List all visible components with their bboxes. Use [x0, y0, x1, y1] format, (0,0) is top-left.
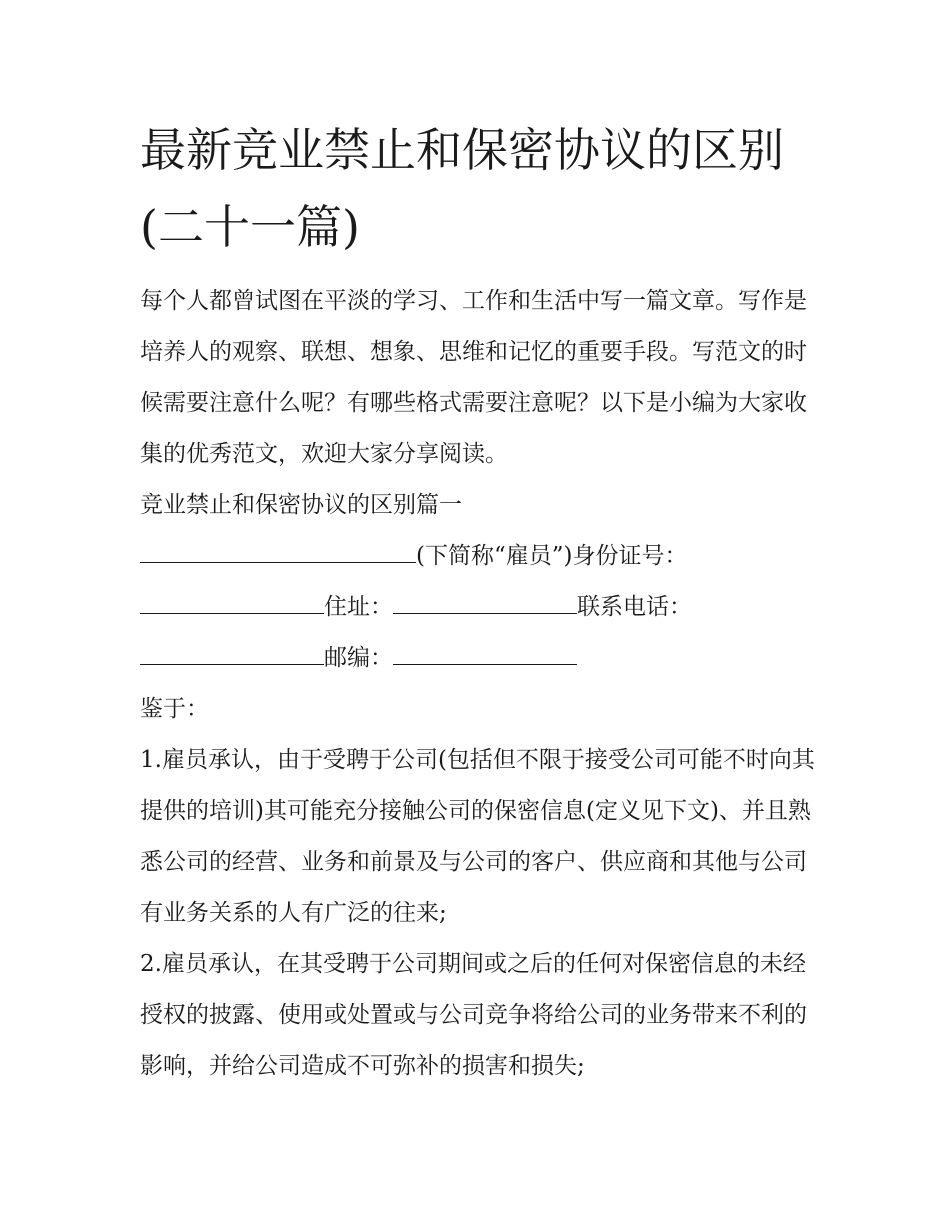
intro-paragraph: 每个人都曾试图在平淡的学习、工作和生活中写一篇文章。写作是培养人的观察、联想、想象、思维和记忆的重要手段。写范文的时候需要注意什么呢？有哪些格式需要注意呢？以下是小编为大家收集的优秀范文，欢迎大家分享阅读。 [140, 288, 807, 467]
address-blank[interactable] [393, 595, 577, 614]
address-label: 住址： [324, 594, 393, 620]
employee-suffix: (下简称“雇员”)身份证号： [416, 543, 688, 569]
section-heading: 竞业禁止和保密协议的区别篇一 [140, 492, 462, 518]
form-line-address [140, 582, 820, 633]
clause-1: 1.雇员承认，由于受聘于公司(包括但不限于接受公司可能不时向其提供的培训)其可能充分接触公司的保密信息(定义见下文)、并且熟悉公司的经营、业务和前景及与公司的客户、供应商和其他与公司有业务关系的人有广泛的往来; [140, 747, 815, 926]
form-line-employee [140, 531, 820, 582]
document-body [140, 276, 820, 1092]
clause-2: 2.雇员承认，在其受聘于公司期间或之后的任何对保密信息的未经授权的披露、使用或处置或与公司竞争将给公司的业务带来不利的影响，并给公司造成不可弥补的损害和损失; [140, 951, 807, 1079]
employee-name-blank[interactable] [140, 544, 416, 563]
whereas-heading: 鉴于： [140, 696, 209, 722]
phone-blank[interactable] [140, 646, 324, 665]
postcode-blank[interactable] [393, 646, 577, 665]
form-line-postcode [140, 633, 820, 684]
phone-label: 联系电话： [577, 594, 692, 620]
document-title: 最新竞业禁止和保密协议的区别(二十一篇) [140, 123, 784, 254]
postcode-label: 邮编： [324, 645, 393, 671]
id-number-blank[interactable] [140, 595, 324, 614]
